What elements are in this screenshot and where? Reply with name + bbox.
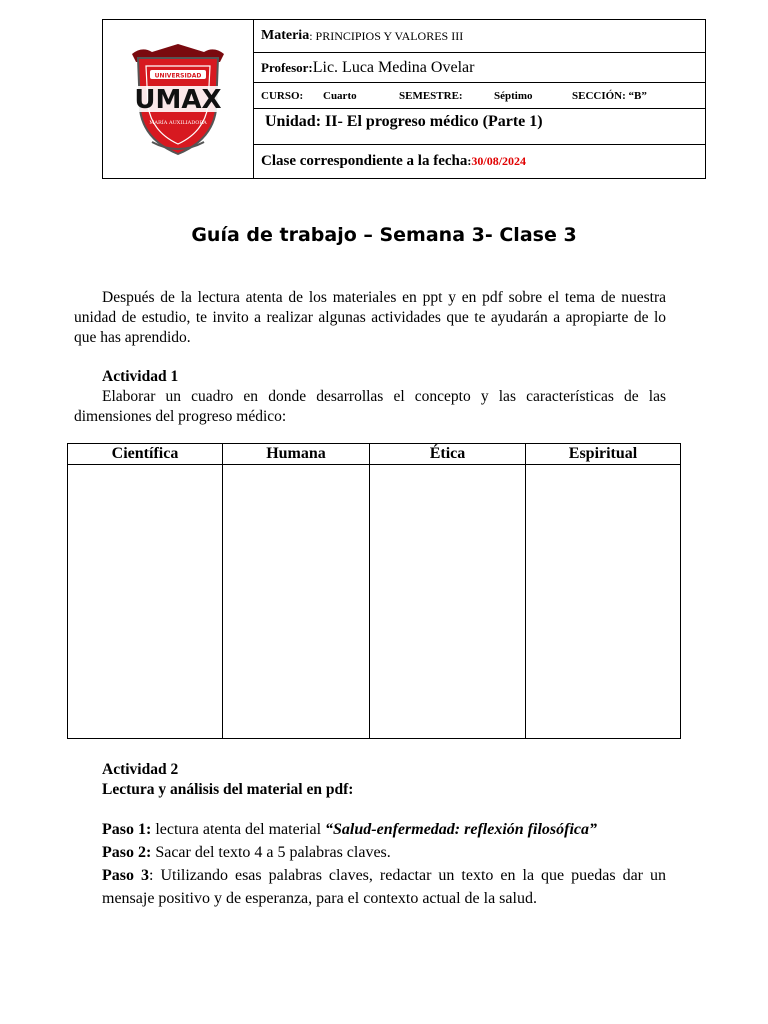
unidad-text: Unidad: II- El progreso médico (Parte 1)	[265, 113, 543, 130]
seccion-label: SECCIÓN: “B”	[572, 89, 647, 102]
table-cell	[526, 465, 681, 739]
intro-paragraph: Después de la lectura atenta de los materiales en ppt y en pdf sobre el tema de nuestra unidad de estudio, te invito a realizar algunas actividades que te ayudarán a apropiarte de lo que has aprendido.	[74, 289, 666, 346]
column-header-cientifica: Científica	[68, 444, 223, 465]
clase-date: 30/08/2024	[471, 154, 527, 168]
materia-value: : PRINCIPIOS Y VALORES III	[309, 28, 464, 43]
step-italic-title: “Salud-enfermedad: reflexión filosófica”	[325, 821, 597, 838]
materia-row	[254, 20, 705, 53]
profesor-row	[254, 53, 705, 83]
clase-row	[254, 145, 705, 178]
step-label: Paso 1:	[102, 821, 152, 838]
column-header-humana: Humana	[223, 444, 370, 465]
column-header-espiritual: Espiritual	[526, 444, 681, 465]
svg-text:UNIVERSIDAD: UNIVERSIDAD	[154, 72, 202, 80]
step-item	[102, 864, 666, 910]
step-label: Paso 2:	[102, 844, 152, 861]
table-cell	[223, 465, 370, 739]
step-item	[102, 841, 666, 864]
step-text: Sacar del texto 4 a 5 palabras claves.	[151, 844, 391, 861]
step-item	[102, 818, 666, 841]
activity1-block	[74, 367, 666, 427]
activity2-title: Actividad 2	[102, 761, 179, 778]
svg-text:UMAX: UMAX	[134, 85, 222, 115]
header-table	[102, 19, 706, 179]
step-label: Paso 3	[102, 867, 149, 884]
dimensions-table	[67, 443, 681, 739]
steps-list	[102, 818, 666, 910]
table-cell	[68, 465, 223, 739]
curso-label: CURSO:	[261, 89, 304, 102]
step-text: : Utilizando esas palabras claves, redactar un texto en la que puedas dar un mensaje positivo y de esperanza, para el contexto actual de la salud.	[102, 867, 667, 907]
activity2-subtitle: Lectura y análisis del material en pdf:	[102, 781, 354, 798]
table-cell	[370, 465, 526, 739]
svg-text:MARÍA AUXILIADORA: MARÍA AUXILIADORA	[149, 120, 207, 126]
curso-row	[254, 83, 705, 109]
curso-value: Cuarto	[323, 89, 357, 102]
column-header-etica: Ética	[370, 444, 526, 465]
umax-logo	[122, 40, 234, 158]
clase-colon: :	[467, 154, 472, 168]
materia-label: Materia	[261, 28, 310, 43]
activity1-title: Actividad 1	[102, 368, 179, 385]
info-cell	[254, 20, 705, 178]
logo-cell	[103, 20, 254, 178]
step-text: lectura atenta del material	[151, 821, 326, 838]
activity1-description: Elaborar un cuadro en donde desarrollas el concepto y las características de las dimensiones del progreso médico:	[74, 388, 666, 425]
semestre-label: SEMESTRE:	[399, 89, 463, 102]
unidad-row	[254, 109, 705, 145]
profesor-label: Profesor:	[261, 59, 313, 75]
activity2-block	[102, 760, 666, 800]
profesor-value: Lic. Luca Medina Ovelar	[312, 58, 475, 76]
clase-label: Clase correspondiente a la fecha	[261, 153, 468, 169]
page-title: Guía de trabajo – Semana 3- Clase 3	[191, 224, 577, 246]
semestre-value: Séptimo	[494, 89, 533, 102]
